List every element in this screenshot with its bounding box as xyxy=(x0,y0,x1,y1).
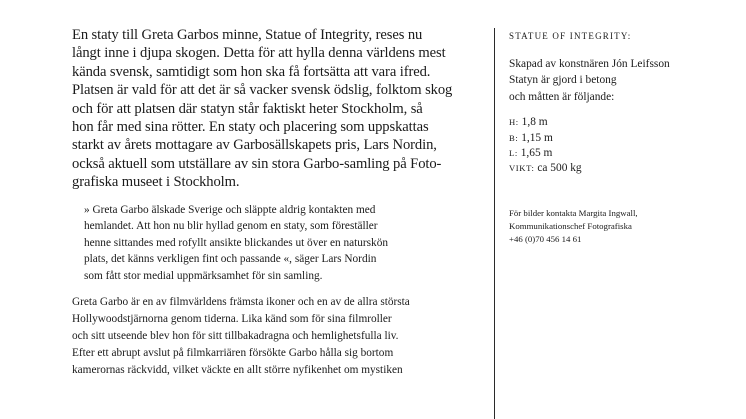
quote-line: som fått stor medial uppmärksamhet för sin samling. xyxy=(84,270,323,283)
lead-line: och för att platsen där statyn står faktiskt heter Stockholm, så xyxy=(72,100,423,117)
contact-phone: +46 (0)70 456 14 61 xyxy=(509,234,582,245)
lead-line: grafiska museet i Stockholm. xyxy=(72,174,240,191)
quote-line: » Greta Garbo älskade Sverige och släppte aldrig kontakten med xyxy=(84,203,376,216)
lead-line: starkt av årets mottagare av Garbosällskapets pris, Lars Nordin, xyxy=(72,137,437,154)
spec-label: L: xyxy=(509,148,518,159)
spec-label: H: xyxy=(509,117,519,128)
body-line: och sitt utseende blev hon för sitt tillbakadragna och hemlighetsfulla liv. xyxy=(72,330,399,343)
lead-line: En staty till Greta Garbos minne, Statue of Integrity, reses nu xyxy=(72,27,423,43)
contact-line: Kommunikationschef Fotografiska xyxy=(509,221,632,232)
sidebar-factbox xyxy=(509,30,734,246)
contact-info xyxy=(509,207,734,247)
quote-paragraph xyxy=(84,202,474,285)
lead-line: kända svensk, samtidigt som hon ska få fortsätta att vara ifred. xyxy=(72,63,431,80)
quote-line: plats, det känns verkligen fint och passande «, säger Lars Nordin xyxy=(84,253,377,266)
article-main xyxy=(72,26,482,380)
sidebar-intro-line: Statyn är gjord i betong xyxy=(509,74,617,87)
column-divider xyxy=(494,28,495,419)
lead-line: Platsen är vald för att det är så vacker svensk ödslig, folktom skog xyxy=(72,82,453,99)
sidebar-intro-line: Skapad av konstnären Jón Leifsson xyxy=(509,58,670,70)
sidebar-intro xyxy=(509,56,734,105)
spec-length xyxy=(509,146,734,161)
sidebar-heading: STATUE OF INTEGRITY: xyxy=(509,31,632,41)
quote-line: hemlandet. Att hon nu blir hyllad genom en staty, som föreställer xyxy=(84,220,378,233)
spec-label: B: xyxy=(509,132,519,143)
spec-value: 1,15 m xyxy=(521,131,553,144)
spec-value: 1,8 m xyxy=(521,116,548,129)
body-line: kamerornas räckvidd, vilket väckte en allt större nyfikenhet om mystiken xyxy=(72,364,403,377)
lead-line: hon får med sina rötter. En staty och placering som uppskattas xyxy=(72,119,429,136)
body-line: Greta Garbo är en av filmvärldens främsta ikoner och en av de allra största xyxy=(72,295,410,308)
quote-line: henne sittandes med rofyllt ansikte blickandes ut över en naturskön xyxy=(84,236,388,249)
spec-list xyxy=(509,115,734,177)
lead-line: också aktuell som utställare av sin stora Garbo-samling på Foto- xyxy=(72,155,442,172)
spec-value: 1,65 m xyxy=(520,147,553,160)
spec-height xyxy=(509,115,734,130)
sidebar-intro-line: och måtten är följande: xyxy=(509,90,615,103)
lead-paragraph xyxy=(72,26,482,192)
body-paragraph xyxy=(72,294,482,380)
spec-value: ca 500 kg xyxy=(537,162,582,175)
body-line: Efter ett abrupt avslut på filmkarriären försökte Garbo hålla sig bortom xyxy=(72,347,394,360)
spec-weight xyxy=(509,161,734,176)
spec-width xyxy=(509,131,734,146)
contact-line: För bilder kontakta Margita Ingwall, xyxy=(509,207,638,218)
spec-label: VIKT: xyxy=(509,163,535,174)
body-line: Hollywoodstjärnorna genom tiderna. Lika känd som för sina filmroller xyxy=(72,312,392,325)
lead-line: långt inne i djupa skogen. Detta för att hylla denna världens mest xyxy=(72,45,446,62)
